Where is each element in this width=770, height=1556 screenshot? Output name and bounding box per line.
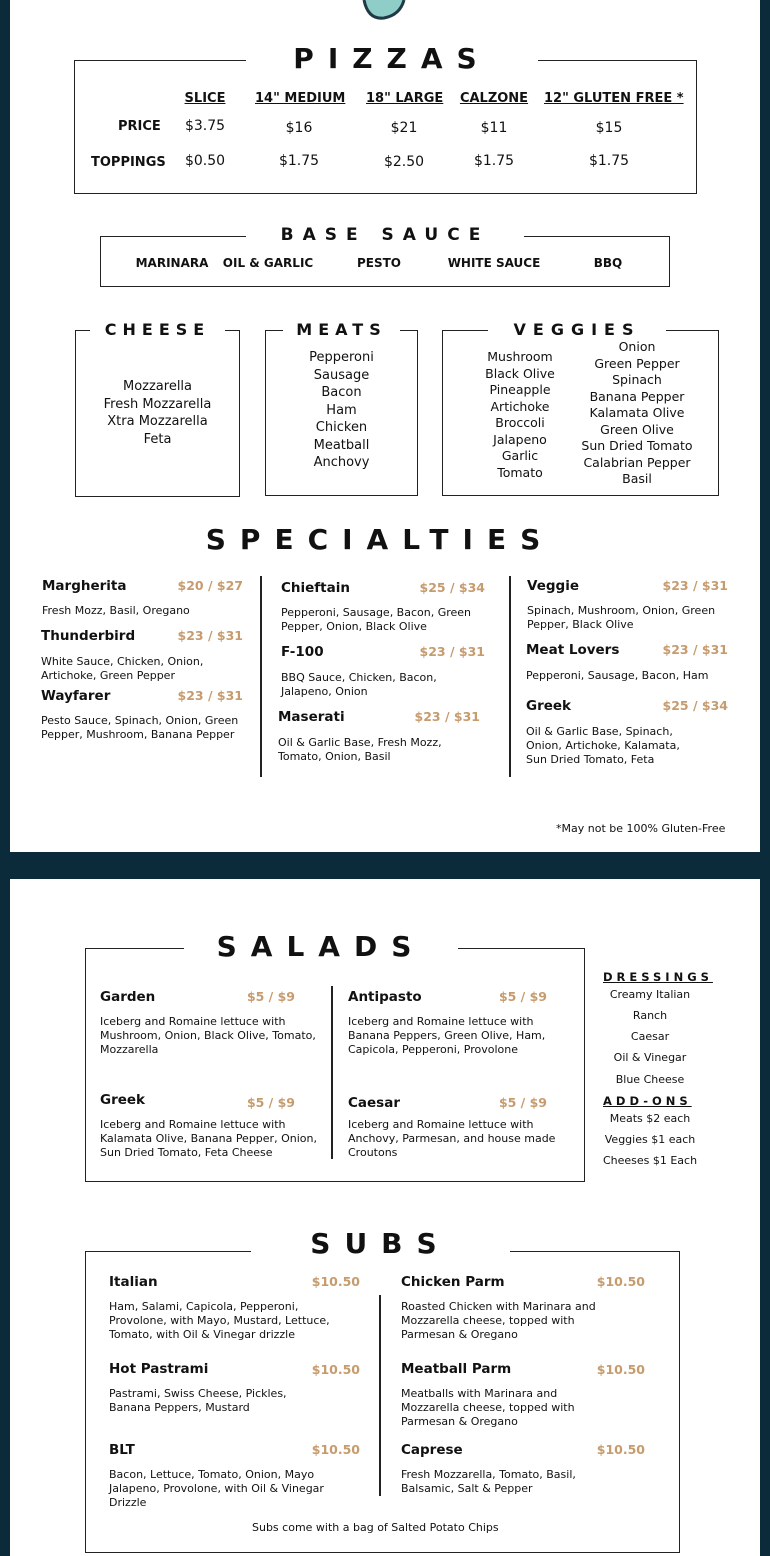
specialty-desc: Oil & Garlic Base, Spinach, Onion, Artichoke, Kalamata, Sun Dried Tomato, Feta	[526, 725, 680, 766]
salad-desc: Iceberg and Romaine lettuce with Anchovy, Parmesan, and house made Croutons	[348, 1118, 556, 1159]
specialty-desc: Pesto Sauce, Spinach, Onion, Green Pepper, Mushroom, Banana Pepper	[41, 714, 239, 741]
salad-price: $5 / $9	[246, 989, 295, 1004]
pizza-col-header: 14" MEDIUM	[255, 91, 346, 106]
sub-name: BLT	[109, 1442, 135, 1458]
veggie-item: Broccoli	[495, 415, 545, 430]
sub-desc: Fresh Mozzarella, Tomato, Basil, Balsamic, Salt & Pepper	[401, 1468, 576, 1495]
pizza-price: $15	[595, 120, 623, 136]
meat-item: Chicken	[315, 420, 368, 435]
salad-price: $5 / $9	[246, 1095, 295, 1110]
specialty-price: $23 / $31	[414, 709, 480, 724]
specialty-price: $23 / $31	[177, 688, 243, 703]
addon-item: Veggies $1 each	[604, 1133, 696, 1146]
specialty-price: $23 / $31	[662, 642, 728, 657]
dressings-title: DRESSINGS	[603, 970, 713, 984]
specialty-name: Wayfarer	[41, 688, 111, 704]
veggie-item: Basil	[622, 471, 652, 486]
dressing-item: Oil & Vinegar	[613, 1051, 687, 1064]
pizza-col-header: 12" GLUTEN FREE *	[544, 91, 684, 106]
sauce-item: MARINARA	[135, 256, 209, 270]
sauce-item: OIL & GARLIC	[222, 256, 314, 270]
pizza-price: $3.75	[184, 118, 226, 134]
pizza-price: $21	[390, 120, 418, 136]
sub-desc: Pastrami, Swiss Cheese, Pickles, Banana Peppers, Mustard	[109, 1387, 287, 1414]
sub-desc: Roasted Chicken with Marinara and Mozzarella cheese, topped with Parmesan & Oregano	[401, 1300, 596, 1341]
sub-name: Caprese	[401, 1442, 463, 1458]
cheese-title: CHEESE	[90, 320, 225, 339]
veggie-item: Pineapple	[489, 382, 551, 397]
specialty-name: Chieftain	[281, 580, 350, 596]
meats-title: MEATS	[283, 320, 400, 339]
salad-name: Antipasto	[348, 989, 422, 1005]
subs-footnote: Subs come with a bag of Salted Potato Chips	[252, 1521, 499, 1534]
sub-desc: Ham, Salami, Capicola, Pepperoni, Provolone, with Mayo, Mustard, Lettuce, Tomato, with Oil & Vinegar drizzle	[109, 1300, 330, 1341]
sub-price: $10.50	[311, 1274, 360, 1289]
sub-desc: Meatballs with Marinara and Mozzarella cheese, topped with Parmesan & Oregano	[401, 1387, 575, 1428]
specialty-desc: Oil & Garlic Base, Fresh Mozz, Tomato, Onion, Basil	[278, 736, 442, 763]
sauce-item: WHITE SAUCE	[447, 256, 541, 270]
specialty-price: $23 / $31	[662, 578, 728, 593]
pizza-col-header: CALZONE	[459, 91, 529, 106]
veggie-item: Calabrian Pepper	[583, 454, 691, 470]
dressing-item: Creamy Italian	[609, 988, 691, 1001]
cheese-item: Fresh Mozzarella	[103, 396, 212, 412]
sub-price: $10.50	[311, 1442, 360, 1457]
specialty-name: Greek	[526, 698, 572, 714]
salad-desc: Iceberg and Romaine lettuce with Banana Peppers, Green Olive, Ham, Capicola, Pepperoni, Provolone	[348, 1015, 546, 1056]
sauce-item: BBQ	[593, 256, 623, 270]
specialty-name: Thunderbird	[41, 628, 136, 644]
pizza-topping-price: $0.50	[184, 153, 226, 169]
veggies-list-2	[575, 339, 699, 488]
pizza-price: $11	[480, 120, 508, 136]
sub-name: Italian	[109, 1274, 158, 1290]
cheese-item: Xtra Mozzarella	[107, 414, 208, 429]
specialty-desc: BBQ Sauce, Chicken, Bacon, Jalapeno, Onion	[281, 671, 437, 698]
sub-price: $10.50	[596, 1274, 645, 1289]
addons-title: ADD-ONS	[603, 1094, 692, 1108]
specialty-price: $23 / $31	[419, 644, 485, 659]
veggie-item: Kalamata Olive	[589, 405, 685, 420]
salad-name: Garden	[100, 989, 156, 1005]
veggie-item: Green Pepper	[594, 355, 680, 371]
salad-name: Greek	[100, 1092, 146, 1108]
addon-item: Cheeses $1 Each	[602, 1154, 698, 1167]
veggie-item: Tomato	[497, 464, 543, 480]
veggie-item: Spinach	[612, 372, 662, 387]
veggie-item: Jalapeno	[493, 431, 547, 447]
salads-title: SALADS	[184, 930, 458, 963]
dressing-item: Caesar	[630, 1030, 670, 1043]
salad-desc: Iceberg and Romaine lettuce with Kalamata Olive, Banana Pepper, Onion, Sun Dried Tomato, Feta Cheese	[100, 1118, 317, 1159]
addon-item: Meats $2 each	[609, 1112, 691, 1125]
column-divider	[260, 576, 262, 777]
meat-item: Ham	[326, 402, 357, 418]
dressing-item: Blue Cheese	[615, 1073, 685, 1086]
specialties-title: SPECIALTIES	[200, 523, 560, 556]
sub-price: $10.50	[596, 1362, 645, 1377]
salad-price: $5 / $9	[498, 1095, 547, 1110]
subs-title: SUBS	[251, 1227, 510, 1260]
specialty-desc: Pepperoni, Sausage, Bacon, Green Pepper, Onion, Black Olive	[281, 606, 472, 633]
specialty-desc: White Sauce, Chicken, Onion, Artichoke, Green Pepper	[41, 655, 204, 682]
meat-item: Anchovy	[313, 455, 370, 470]
veggie-item: Black Olive	[485, 365, 555, 381]
salad-name: Caesar	[348, 1095, 400, 1111]
pizza-topping-price: $1.75	[278, 153, 320, 169]
logo-fragment	[360, 0, 410, 22]
column-divider	[331, 986, 333, 1159]
sub-name: Hot Pastrami	[109, 1361, 209, 1377]
veggie-item: Artichoke	[490, 398, 550, 414]
pizzas-title: PIZZAS	[246, 42, 538, 75]
salad-desc: Iceberg and Romaine lettuce with Mushroom, Onion, Black Olive, Tomato, Mozzarella	[100, 1015, 316, 1056]
menu-page-1	[10, 0, 760, 852]
meat-item: Sausage	[313, 367, 370, 383]
sub-desc: Bacon, Lettuce, Tomato, Onion, Mayo Jalapeno, Provolone, with Oil & Vinegar Drizzle	[109, 1468, 324, 1509]
pizza-col-header: 18" LARGE	[366, 91, 444, 106]
veggies-list-1	[475, 349, 565, 481]
sub-name: Meatball Parm	[401, 1361, 512, 1377]
sub-price: $10.50	[311, 1362, 360, 1377]
specialty-price: $23 / $31	[177, 628, 243, 643]
gluten-footnote: *May not be 100% Gluten-Free	[556, 822, 726, 835]
pizza-price: $16	[285, 120, 313, 136]
salad-price: $5 / $9	[498, 989, 547, 1004]
pizza-topping-price: $2.50	[383, 154, 425, 170]
specialty-price: $25 / $34	[419, 580, 485, 595]
specialty-price: $20 / $27	[177, 578, 243, 593]
meats-list	[270, 349, 413, 472]
dressing-item: Ranch	[632, 1009, 668, 1022]
sauce-item: PESTO	[356, 256, 402, 270]
column-divider	[509, 576, 511, 777]
veggies-title: VEGGIES	[488, 320, 666, 339]
pizza-col-header: SLICE	[184, 91, 226, 106]
specialty-name: F-100	[281, 644, 324, 660]
meat-item: Bacon	[321, 385, 362, 400]
pizza-row-label: PRICE	[118, 119, 161, 134]
cheese-item: Feta	[143, 431, 172, 447]
specialty-name: Veggie	[527, 578, 579, 594]
veggie-item: Onion	[618, 339, 656, 354]
column-divider	[379, 1295, 381, 1496]
specialty-desc: Spinach, Mushroom, Onion, Green Pepper, Black Olive	[527, 604, 716, 631]
meat-item: Meatball	[313, 437, 370, 453]
pizza-topping-price: $1.75	[473, 153, 515, 169]
veggie-item: Mushroom	[487, 349, 553, 364]
specialty-name: Maserati	[278, 709, 345, 725]
pizza-topping-price: $1.75	[588, 153, 630, 169]
specialty-price: $25 / $34	[662, 698, 728, 713]
veggie-item: Garlic	[501, 448, 539, 463]
cheese-item: Mozzarella	[122, 379, 193, 394]
base-sauce-title: BASE SAUCE	[246, 225, 524, 245]
specialty-name: Margherita	[42, 578, 127, 594]
veggie-item: Banana Pepper	[589, 388, 685, 404]
cheese-list	[80, 378, 235, 448]
pizza-row-label: TOPPINGS	[91, 155, 166, 170]
meat-item: Pepperoni	[309, 350, 374, 365]
menu-page-2	[10, 879, 760, 1556]
specialty-desc: Pepperoni, Sausage, Bacon, Ham	[526, 669, 709, 682]
specialty-name: Meat Lovers	[526, 642, 620, 658]
specialty-desc: Fresh Mozz, Basil, Oregano	[42, 604, 190, 617]
veggie-item: Sun Dried Tomato	[581, 438, 693, 453]
veggie-item: Green Olive	[600, 421, 674, 437]
sub-price: $10.50	[596, 1442, 645, 1457]
sub-name: Chicken Parm	[401, 1274, 505, 1290]
